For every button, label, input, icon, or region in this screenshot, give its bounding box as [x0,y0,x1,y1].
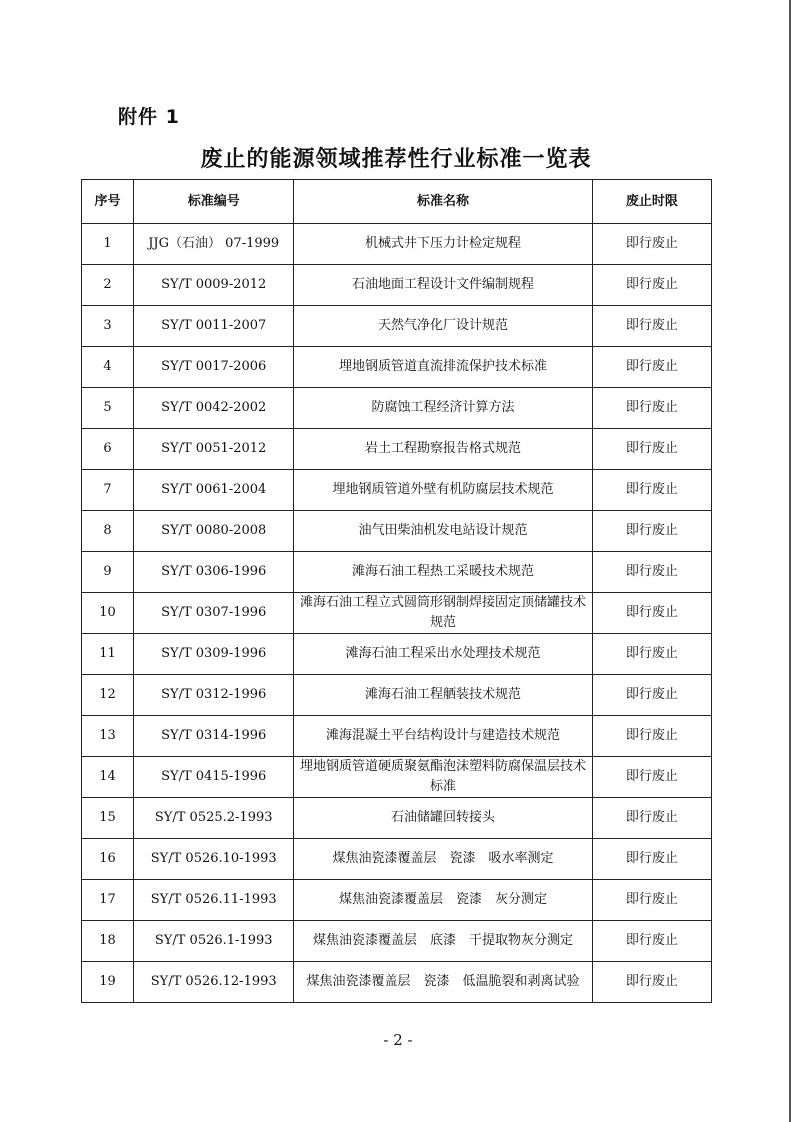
table-row [82,757,712,798]
cell-status: 即行废止 [592,347,711,388]
cell-name: 防腐蚀工程经济计算方法 [294,388,592,429]
document-title: 废止的能源领域推荐性行业标准一览表 [200,146,592,172]
cell-index: 16 [82,839,134,880]
table-row [82,511,712,552]
table-row [82,429,712,470]
cell-index: 12 [82,675,134,716]
table-row [82,224,712,265]
cell-name: 埋地钢质管道直流排流保护技术标准 [294,347,592,388]
cell-code: SY/T 0309-1996 [134,634,294,675]
cell-name: 滩海石油工程热工采暖技术规范 [294,552,592,593]
cell-index: 1 [82,224,134,265]
cell-index: 10 [82,593,134,634]
cell-code: SY/T 0312-1996 [134,675,294,716]
cell-name: 机械式井下压力计检定规程 [294,224,592,265]
cell-code: SY/T 0306-1996 [134,552,294,593]
attachment-label: 附件 1 [118,106,180,128]
column-header-index: 序号 [82,180,134,224]
table-row [82,798,712,839]
cell-name: 滩海混凝土平台结构设计与建造技术规范 [294,716,592,757]
cell-index: 4 [82,347,134,388]
column-header-status: 废止时限 [592,180,711,224]
cell-status: 即行废止 [592,388,711,429]
cell-status: 即行废止 [592,757,711,798]
page-number: - 2 - [383,1031,413,1049]
cell-status: 即行废止 [592,921,711,962]
cell-name: 石油地面工程设计文件编制规程 [294,265,592,306]
column-header-name: 标准名称 [294,180,592,224]
cell-index: 5 [82,388,134,429]
table-row [82,716,712,757]
cell-code: SY/T 0526.12-1993 [134,962,294,1003]
cell-status: 即行废止 [592,224,711,265]
table-row [82,265,712,306]
cell-name: 煤焦油瓷漆覆盖层 瓷漆 吸水率测定 [294,839,592,880]
table-row [82,675,712,716]
cell-name: 滩海石油工程立式圆筒形钢制焊接固定顶储罐技术规范 [294,593,592,634]
cell-code: SY/T 0009-2012 [134,265,294,306]
cell-code: SY/T 0314-1996 [134,716,294,757]
cell-status: 即行废止 [592,511,711,552]
table-row [82,593,712,634]
cell-code: SY/T 0415-1996 [134,757,294,798]
table-row [82,347,712,388]
cell-name: 滩海石油工程舾装技术规范 [294,675,592,716]
table-row [82,306,712,347]
cell-code: SY/T 0080-2008 [134,511,294,552]
cell-index: 2 [82,265,134,306]
cell-status: 即行废止 [592,306,711,347]
cell-name: 煤焦油瓷漆覆盖层 底漆 干提取物灰分测定 [294,921,592,962]
cell-index: 11 [82,634,134,675]
column-header-code: 标准编号 [134,180,294,224]
cell-status: 即行废止 [592,634,711,675]
cell-status: 即行废止 [592,470,711,511]
table-row [82,839,712,880]
cell-index: 3 [82,306,134,347]
table-header-row [82,180,712,224]
cell-code: SY/T 0017-2006 [134,347,294,388]
cell-code: SY/T 0526.11-1993 [134,880,294,921]
cell-code: SY/T 0526.1-1993 [134,921,294,962]
cell-status: 即行废止 [592,675,711,716]
cell-status: 即行废止 [592,593,711,634]
cell-status: 即行废止 [592,798,711,839]
cell-code: SY/T 0061-2004 [134,470,294,511]
cell-name: 煤焦油瓷漆覆盖层 瓷漆 灰分测定 [294,880,592,921]
table-body [82,224,712,1003]
cell-index: 14 [82,757,134,798]
cell-status: 即行废止 [592,880,711,921]
cell-index: 9 [82,552,134,593]
cell-name: 天然气净化厂设计规范 [294,306,592,347]
table-row [82,921,712,962]
cell-name: 煤焦油瓷漆覆盖层 瓷漆 低温脆裂和剥离试验 [294,962,592,1003]
cell-index: 6 [82,429,134,470]
table-row [82,962,712,1003]
cell-code: JJG（石油） 07-1999 [134,224,294,265]
table-row [82,634,712,675]
cell-name: 埋地钢质管道硬质聚氨酯泡沫塑料防腐保温层技术标准 [294,757,592,798]
cell-status: 即行废止 [592,552,711,593]
table-row [82,552,712,593]
cell-code: SY/T 0051-2012 [134,429,294,470]
standards-table [81,179,712,1003]
cell-index: 19 [82,962,134,1003]
table-row [82,880,712,921]
cell-index: 15 [82,798,134,839]
cell-name: 油气田柴油机发电站设计规范 [294,511,592,552]
cell-name: 埋地钢质管道外壁有机防腐层技术规范 [294,470,592,511]
table-row [82,470,712,511]
table-row [82,388,712,429]
cell-index: 17 [82,880,134,921]
cell-status: 即行废止 [592,962,711,1003]
cell-name: 石油储罐回转接头 [294,798,592,839]
cell-status: 即行废止 [592,429,711,470]
cell-index: 18 [82,921,134,962]
cell-code: SY/T 0526.10-1993 [134,839,294,880]
page-edge-rule [789,0,791,1122]
cell-code: SY/T 0011-2007 [134,306,294,347]
cell-status: 即行废止 [592,265,711,306]
cell-index: 13 [82,716,134,757]
cell-code: SY/T 0525.2-1993 [134,798,294,839]
cell-name: 岩土工程勘察报告格式规范 [294,429,592,470]
cell-status: 即行废止 [592,716,711,757]
cell-index: 8 [82,511,134,552]
cell-index: 7 [82,470,134,511]
cell-code: SY/T 0307-1996 [134,593,294,634]
cell-status: 即行废止 [592,839,711,880]
cell-name: 滩海石油工程采出水处理技术规范 [294,634,592,675]
cell-code: SY/T 0042-2002 [134,388,294,429]
